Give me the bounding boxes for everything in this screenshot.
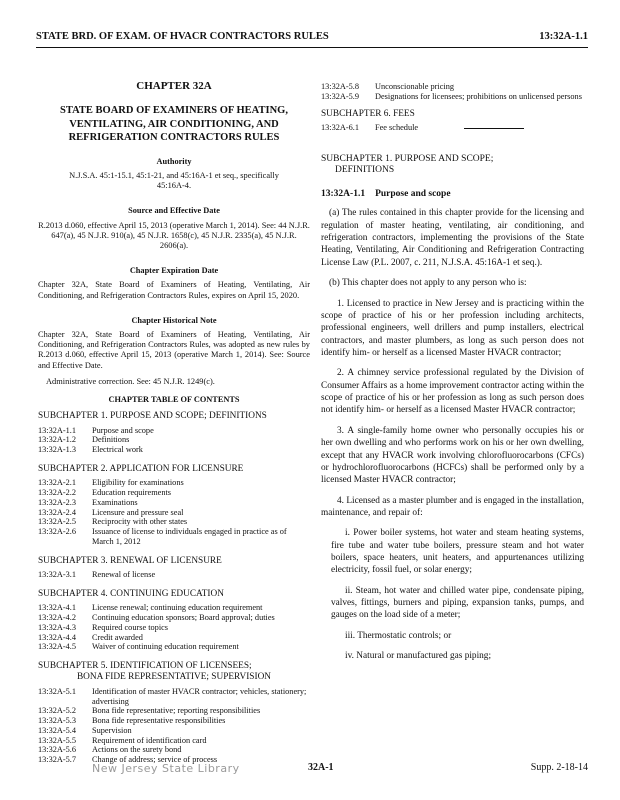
toc-row	[38, 623, 310, 633]
toc-section-desc: Issuance of license to individuals engaged in practice as of March 1, 2012	[92, 527, 287, 547]
toc-section-number: 13:32A-1.1	[38, 425, 77, 435]
chapter-number: CHAPTER 32A	[136, 80, 212, 92]
toc-section-number: 13:32A-5.5	[38, 735, 77, 745]
toc-row	[38, 736, 310, 746]
section-divider	[464, 128, 524, 129]
expiration-text: Chapter 32A, State Board of Examiners of Heating, Ventilating, Air Conditioning, and Refrigeration Contractors Rules, expires on April 15, 2020.	[38, 280, 310, 300]
paragraph-b: (b) This chapter does not apply to any person who is:	[329, 278, 527, 289]
toc-section-number: 13:32A-4.5	[38, 642, 77, 652]
toc-section-desc: Bona fide representative; reporting responsibilities	[92, 706, 261, 716]
toc-section-number: 13:32A-5.8	[321, 82, 360, 91]
toc-section-number: 13:32A-2.3	[38, 497, 77, 507]
toc-section-desc: Change of address; service of process	[92, 755, 218, 765]
toc-row	[321, 82, 584, 92]
toc-section-desc: Examinations	[92, 497, 138, 507]
sub-list-item: i. Power boiler systems, hot water and steam heating systems, fire tube and water tube boilers, pressure steam and hot water boilers, space heaters, unit heaters, and appurtenances utilizing electricity, fossil fuel, or solar energy;	[331, 528, 584, 576]
toc-subchapter-title: SUBCHAPTER 3. RENEWAL OF LICENSURE	[38, 555, 222, 566]
toc-row	[38, 706, 310, 716]
toc-row	[321, 123, 584, 133]
toc-row	[38, 426, 310, 436]
toc-section-number: 13:32A-2.4	[38, 507, 77, 517]
section-number: 13:32A-1.1	[321, 188, 366, 199]
expiration-heading: Chapter Expiration Date	[129, 266, 219, 276]
toc-section-number: 13:32A-2.6	[38, 527, 77, 537]
header-section-number: 13:32A-1.1	[539, 31, 588, 42]
subchapter-heading-line2: DEFINITIONS	[335, 165, 395, 176]
sub-list-item: ii. Steam, hot water and chilled water pipe, condensate piping, valves, fittings, burners and piping, expansion tanks, pumps, and gauges on the load side of a meter;	[331, 585, 584, 621]
toc-row	[38, 570, 310, 580]
toc-section-desc: Electrical work	[92, 445, 143, 455]
toc-section-desc: Unconscionable pricing	[375, 82, 455, 91]
toc-row	[38, 745, 310, 755]
source-text: R.2013 d.060, effective April 15, 2013 (operative March 1, 2014). See: 44 N.J.R. 647(a), 45 N.J.R. 910(a), 45 N.J.R. 1658(c), 45 N.J.R. 2335(a), 45 N.J.R. 2606(a).	[38, 220, 310, 250]
toc-section-number: 13:32A-1.2	[38, 435, 77, 445]
list-item: 2. A chimney service professional regulated by the Division of Consumer Affairs as a home improvement contractor acting within the scope of practice of his or her profession as long as such person does not identify him- or herself as a licensed Master HVACR contractor;	[321, 368, 584, 416]
toc-section-desc: Identification of master HVACR contractor; vehicles, stationery; advertising	[92, 686, 307, 706]
toc-row	[38, 726, 310, 736]
toc-section-desc: Licensure and pressure seal	[92, 507, 184, 517]
toc-section-number: 13:32A-4.2	[38, 613, 77, 623]
toc-section-desc: Required course topics	[92, 622, 169, 632]
toc-subchapter-title-line2: BONA FIDE REPRESENTATIVE; SUPERVISION	[76, 672, 272, 683]
toc-heading: CHAPTER TABLE OF CONTENTS	[108, 395, 240, 405]
toc-section-number: 13:32A-1.3	[38, 445, 77, 455]
list-item: 3. A single-family home owner who personally occupies his or her own dwelling and who performs work on his or her own dwelling, except that any HVACR work involving chlorofluorocarbons (CFCs) or hydrochlorofluorocarbons (HCFCs) shall be performed only by a licensed Master HVACR contractor;	[321, 425, 584, 486]
subchapter-heading	[321, 154, 584, 177]
source-heading: Source and Effective Date	[128, 206, 220, 216]
list-item: 4. Licensed as a master plumber and is engaged in the installation, maintenance, and repair of:	[321, 495, 584, 518]
header-title: STATE BRD. OF EXAM. OF HVACR CONTRACTORS RULES	[36, 31, 329, 42]
toc-subchapter-title: SUBCHAPTER 6. FEES	[321, 108, 415, 119]
toc-section-desc: Requirement of identification card	[92, 735, 207, 745]
administrative-correction: Administrative correction. See: 45 N.J.R. 1249(c).	[46, 376, 215, 386]
toc-section-desc: Waiver of continuing education requirement	[92, 642, 239, 652]
toc-section-desc: Credit awarded	[92, 632, 143, 642]
toc-section-desc: Supervision	[92, 725, 132, 735]
toc-row	[321, 92, 584, 102]
toc-section-number: 13:32A-4.3	[38, 622, 77, 632]
toc-section-desc: Designations for licensees; prohibitions on unlicensed persons	[375, 91, 582, 101]
toc-section-number: 13:32A-3.1	[38, 570, 77, 580]
toc-subchapter-title: SUBCHAPTER 4. CONTINUING EDUCATION	[38, 588, 224, 599]
toc-row	[38, 478, 310, 488]
toc-section-number: 13:32A-5.4	[38, 725, 77, 735]
toc-section-desc: Eligibility for examinations	[92, 478, 184, 488]
subchapter-heading-line1: SUBCHAPTER 1. PURPOSE AND SCOPE;	[321, 153, 494, 164]
toc-section-desc: Purpose and scope	[92, 425, 154, 435]
toc-section-number: 13:32A-5.1	[38, 686, 77, 696]
list-item: 1. Licensed to practice in New Jersey and is practicing within the scope of practice of his or her profession including architects, professional engineers, well drillers and pump installers, electrical contractors, and master plumbers, as long as such person does not identify him- or herself as a licensed Master HVACR contractor;	[321, 298, 584, 358]
toc-row	[38, 435, 310, 445]
running-header	[36, 31, 588, 48]
toc-subchapter-title: SUBCHAPTER 2. APPLICATION FOR LICENSURE	[38, 464, 244, 474]
toc-section-number: 13:32A-5.9	[321, 91, 360, 101]
authority-heading: Authority	[156, 156, 192, 166]
toc-row	[38, 508, 310, 518]
toc-section-number: 13:32A-5.6	[38, 745, 77, 755]
toc-subchapter-title: SUBCHAPTER 1. PURPOSE AND SCOPE; DEFINITIONS	[38, 411, 267, 422]
page-number: 32A-1	[308, 762, 334, 773]
toc-row	[38, 603, 310, 613]
toc-section-number: 13:32A-2.5	[38, 517, 77, 527]
toc-section-desc: Definitions	[92, 435, 130, 445]
sub-list-item: iii. Thermostatic controls; or	[345, 630, 452, 641]
library-watermark: New Jersey State Library	[92, 762, 240, 775]
toc-section-number: 13:32A-2.2	[38, 488, 77, 498]
toc-subchapter-title	[38, 661, 310, 684]
toc-row	[38, 687, 310, 707]
toc-section-desc: Bona fide representative responsibilities	[92, 716, 226, 726]
toc-row	[38, 613, 310, 623]
toc-section-number: 13:32A-6.1	[321, 122, 360, 132]
toc-row	[38, 488, 310, 498]
toc-section-desc: Renewal of license	[92, 570, 156, 580]
toc-row	[38, 527, 310, 547]
page-footer	[36, 762, 588, 778]
toc-row	[38, 642, 310, 652]
sub-list-item: iv. Natural or manufactured gas piping;	[345, 651, 492, 662]
toc-section-desc: Continuing education sponsors; Board approval; duties	[92, 613, 275, 623]
toc-row	[38, 716, 310, 726]
toc-section-number: 13:32A-2.1	[38, 478, 77, 488]
toc-section-desc: Actions on the surety bond	[92, 745, 182, 755]
toc-section-number: 13:32A-4.4	[38, 632, 77, 642]
historical-heading: Chapter Historical Note	[131, 315, 217, 325]
historical-text: Chapter 32A, State Board of Examiners of Heating, Ventilating, Air Conditioning, and Refrigeration Contractors Rules, was adopted as new rules by R.2013 d.060, effective April 15, 2013 (operative March 1, 2014). See: Source and Effective Date.	[38, 329, 310, 370]
toc-section-number: 13:32A-4.1	[38, 603, 77, 613]
section-name: Purpose and scope	[375, 188, 451, 199]
toc-subchapter-title-line1: SUBCHAPTER 5. IDENTIFICATION OF LICENSEES;	[38, 661, 252, 672]
section-title	[321, 189, 584, 201]
toc-row	[38, 498, 310, 508]
toc-section-number: 13:32A-5.7	[38, 755, 77, 765]
toc-section-desc: License renewal; continuing education requirement	[92, 603, 263, 613]
toc-row	[38, 633, 310, 643]
toc-section-number: 13:32A-5.2	[38, 706, 77, 716]
paragraph-a: (a) The rules contained in this chapter provide for the licensing and regulation of master heating, ventilating, air conditioning, and refrigeration contractors, implementing the provisions of the State Heating, Ventilating, Air Conditioning and Refrigeration Contracting License Law (P.L. 2007, c. 211, N.J.S.A. 45:16A-1 et seq.).	[321, 208, 584, 268]
authority-text: N.J.S.A. 45:1-15.1, 45:1-21, and 45:16A-1 et seq., specifically 45:16A-4.	[69, 170, 279, 191]
chapter-title: STATE BOARD OF EXAMINERS OF HEATING, VENTILATING, AIR CONDITIONING, AND REFRIGERATION CONTRACTORS RULES	[60, 105, 288, 143]
supplement-date: Supp. 2-18-14	[530, 762, 588, 773]
toc-section-desc: Education requirements	[92, 488, 172, 498]
toc-section-desc: Reciprocity with other states	[92, 517, 188, 527]
toc-section-number: 13:32A-5.3	[38, 716, 77, 726]
toc-section-desc: Fee schedule	[375, 122, 419, 132]
left-column	[38, 66, 310, 765]
toc-row	[38, 445, 310, 455]
right-column	[321, 82, 584, 671]
toc-row	[38, 517, 310, 527]
